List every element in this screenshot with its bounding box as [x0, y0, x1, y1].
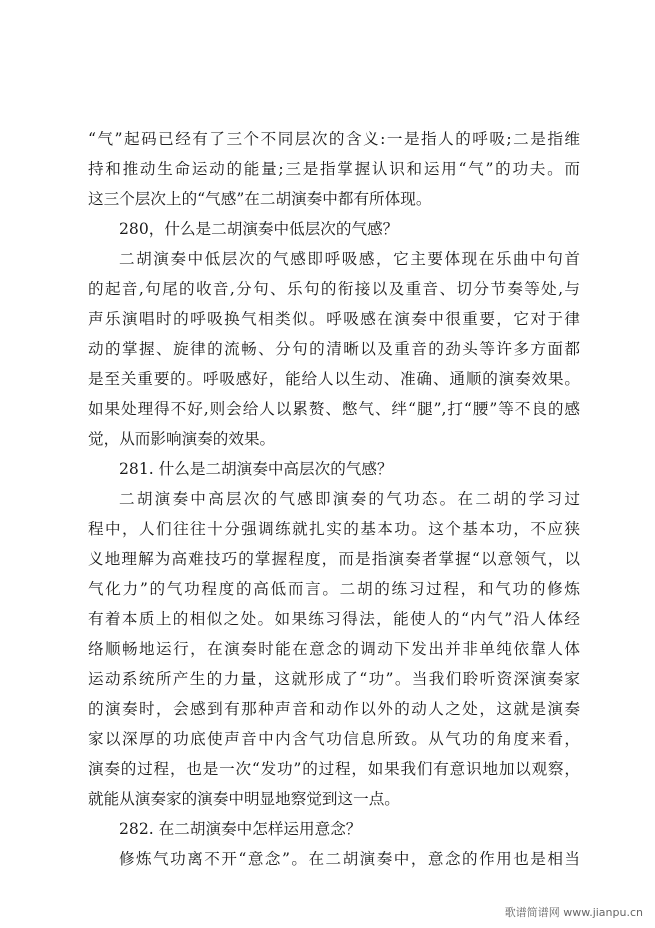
paragraph-line: 是至关重要的。呼吸感好，能给人以生动、准确、通顺的演奏效果。 [88, 370, 580, 388]
paragraph-line: 这三个层次上的“气感”在二胡演奏中都有所体现。 [88, 190, 432, 208]
paragraph-line: 有着本质上的相似之处。如果练习得法，能使人的“内气”沿人体经 [88, 610, 580, 628]
paragraph-line: 家以深厚的功底使声音中内含气功信息所致。从气功的角度来看， [88, 730, 580, 748]
site-watermark: 歌谱简谱网 www.jianpu.cn [504, 906, 643, 919]
paragraph-line: 持和推动生命运动的能量;三是指掌握认识和运用“气”的功夫。而 [88, 160, 580, 178]
paragraph-line: 就能从演奏家的演奏中明显地察觉到这一点。 [88, 790, 400, 808]
paragraph-line: 程中，人们往往十分强调练就扎实的基本功。这个基本功，不应狭 [88, 520, 580, 538]
paragraph-line: 声乐演唱时的呼吸换气相类似。呼吸感在演奏中很重要，它对于律 [88, 310, 580, 328]
document-body [88, 124, 580, 874]
paragraph-line: 如果处理得不好,则会给人以累赘、憋气、绊“腿”,打“腰”等不良的感 [88, 400, 580, 418]
paragraph-line: 二胡演奏中高层次的气感即演奏的气功态。在二胡的学习过 [119, 490, 580, 508]
section-heading: 281. 什么是二胡演奏中高层次的气感？ [119, 460, 393, 478]
paragraph-line: 运动系统所产生的力量，这就形成了“功”。当我们聆听资深演奏家 [88, 670, 580, 688]
paragraph-line: 的起音,句尾的收音,分句、乐句的衔接以及重音、切分节奏等处,与 [88, 280, 580, 298]
paragraph-line: 二胡演奏中低层次的气感即呼吸感，它主要体现在乐曲中句首 [119, 250, 580, 268]
section-heading: 282. 在二胡演奏中怎样运用意念？ [119, 820, 362, 838]
paragraph-line: 觉，从而影响演奏的效果。 [88, 430, 276, 448]
paragraph-line: 络顺畅地运行，在演奏时能在意念的调动下发出并非单纯依靠人体 [88, 640, 580, 658]
paragraph-line: “气”起码已经有了三个不同层次的含义:一是指人的呼吸;二是指维 [88, 130, 580, 148]
paragraph-line: 的演奏时，会感到有那种声音和动作以外的动人之处，这就是演奏 [88, 700, 580, 718]
paragraph-line: 演奏的过程，也是一次“发功”的过程，如果我们有意识地加以观察， [88, 760, 580, 778]
paragraph-line: 气化力”的气功程度的高低而言。二胡的练习过程，和气功的修炼 [88, 580, 580, 598]
section-heading: 280，什么是二胡演奏中低层次的气感？ [119, 220, 399, 238]
paragraph-line: 修炼气功离不开“意念”。在二胡演奏中，意念的作用也是相当 [119, 850, 580, 868]
paragraph-line: 动的掌握、旋律的流畅、分句的清晰以及重音的劲头等许多方面都 [88, 340, 580, 358]
paragraph-line: 义地理解为高难技巧的掌握程度，而是指演奏者掌握“以意领气，以 [88, 550, 580, 568]
